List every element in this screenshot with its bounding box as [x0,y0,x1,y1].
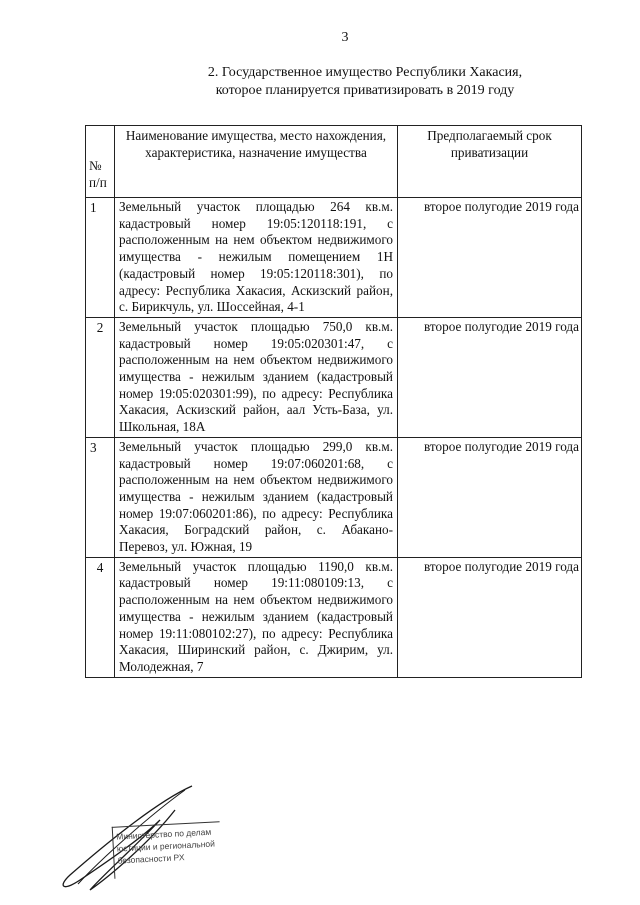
table-row [86,198,582,318]
table-row [86,317,582,437]
row-description: Земельный участок площадью 264 кв.м. кадастровый номер 19:05:120118:191, с расположенным на нем объектом недвижимого имущества - нежилым помещением 1Н (кадастровый номер 19:05:120118:301), по адресу: Республика Хакасия, Аскизский район, с. Бирикчуль, ул. Шоссейная, 4-1 [115,198,398,318]
header-description: Наименование имущества, место нахождения, характеристика, назначение имущества [115,126,398,198]
stamp-line-1: Министерство по делам [115,826,212,842]
row-description: Земельный участок площадью 1190,0 кв.м. кадастровый номер 19:11:080109:13, с расположенным на нем объектом недвижимого имущества - нежилым зданием (кадастровый номер 19:11:080102:27), по адресу: Республика Хакасия, Ширинский район, с. Джирим, ул. Молодежная, 7 [115,557,398,677]
stamp-line-2: юстиции и региональной [116,838,216,854]
section-heading [150,64,580,100]
page-number: 3 [341,30,349,45]
table-header-row [86,126,582,198]
row-number: 2 [86,317,115,437]
row-number: 1 [86,198,115,318]
row-term: второе полугодие 2019 года [398,317,582,437]
header-number: № п/п [86,126,115,198]
section-heading-line-2: которое планируется приватизировать в 2019 году [215,83,515,98]
privatization-table [85,125,582,678]
table-row [86,557,582,677]
row-number: 4 [86,557,115,677]
stamp-line-3: безопасности РХ [117,852,185,866]
official-stamp [112,821,223,879]
row-term: второе полугодие 2019 года [398,198,582,318]
header-term: Предполагаемый срок приватизации [398,126,582,198]
table-row [86,437,582,557]
section-heading-line-1: 2. Государственное имущество Республики Хакасия, [207,65,523,80]
row-number: 3 [86,437,115,557]
row-term: второе полугодие 2019 года [398,557,582,677]
row-description: Земельный участок площадью 299,0 кв.м. кадастровый номер 19:07:060201:68, с расположенным на нем объектом недвижимого имущества - нежилым зданием (кадастровый номер 19:07:060201:86), по адресу: Республика Хакасия, Боградский район, с. Абакано-Перевоз, ул. Южная, 19 [115,437,398,557]
row-description: Земельный участок площадью 750,0 кв.м. кадастровый номер 19:05:020301:47, с расположенным на нем объектом недвижимого имущества - нежилым зданием (кадастровый номер 19:05:020301:99), по адресу: Республика Хакасия, Аскизский район, аал Усть-База, ул. Школьная, 18А [115,317,398,437]
row-term: второе полугодие 2019 года [398,437,582,557]
